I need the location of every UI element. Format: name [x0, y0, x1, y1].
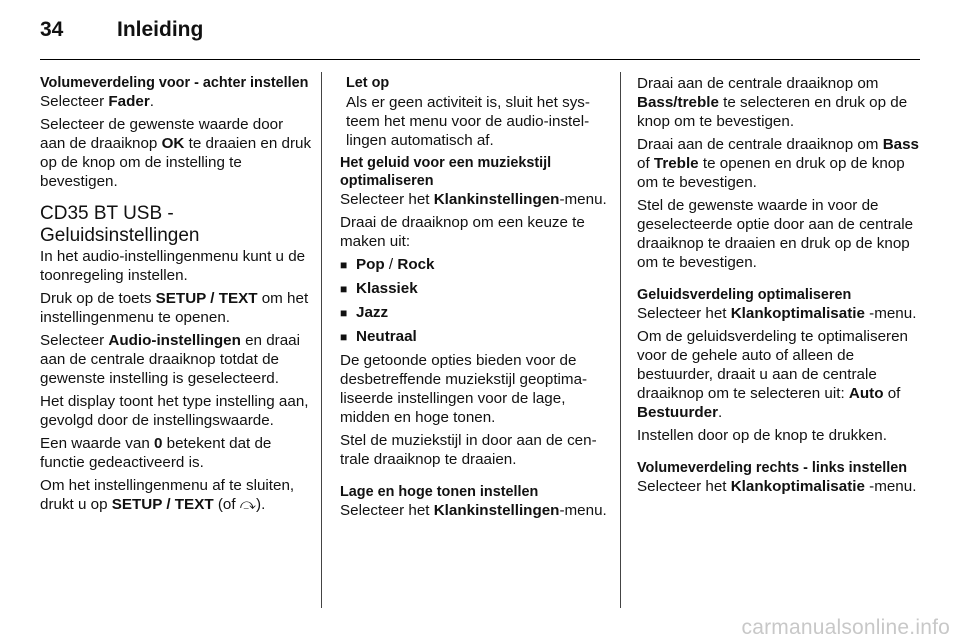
paragraph: Selecteer Fader.: [40, 93, 154, 110]
option-list: [340, 255, 608, 347]
section-heading: Het geluid voor een muziekstijl optimaliseren: [340, 155, 552, 189]
paragraph: Druk op de toets SETUP / TEXT om het instellingenmenu te openen.: [40, 290, 309, 326]
list-item: ■ Jazz: [340, 304, 389, 321]
paragraph: Instellen door op de knop te drukken.: [637, 427, 887, 444]
bullet-icon: ■: [340, 330, 348, 344]
column-divider-1: [321, 72, 322, 608]
paragraph: Stel de muziekstijl in door aan de centrale draaiknop te draaien.: [340, 432, 597, 468]
paragraph: Selecteer Audio-instellingen en draai aan de centrale draaiknop totdat de gewenste instelling is geselecteerd.: [40, 332, 300, 387]
column-3: [637, 74, 920, 500]
paragraph: Selecteer het Klankinstellingen-menu.: [340, 502, 607, 519]
paragraph: Draai aan de centrale draaiknop om Bass of Treble te openen en druk op de knop om te bevestigen.: [637, 136, 919, 191]
paragraph: Om de geluidsverdeling te optimaliseren voor de gehele auto of alleen de bestuurder, draait u aan de centrale draaiknop om te selecteren uit: Auto of Bestuurder.: [637, 328, 908, 421]
page-number: 34: [40, 18, 64, 41]
header-divider: [40, 59, 920, 60]
list-item: ■ Klassiek: [340, 280, 418, 297]
watermark: carmanualsonline.info: [741, 616, 950, 639]
major-heading: CD35 BT USB - Geluidsinstellingen: [40, 203, 200, 246]
bullet-icon: ■: [340, 306, 348, 320]
bullet-icon: ■: [340, 282, 348, 296]
section-heading: Volumeverdeling rechts - links instellen: [637, 460, 908, 476]
paragraph: Een waarde van 0 betekent dat de functie gedeactiveerd is.: [40, 435, 272, 471]
note-text: Als er geen activiteit is, sluit het systeem het menu voor de audio-instellingen automatisch af.: [346, 94, 590, 149]
list-item: ■ Neutraal: [340, 328, 417, 345]
note-title: Let op: [346, 75, 390, 91]
paragraph: Selecteer de gewenste waarde door aan de draaiknop OK te draaien en druk op de knop om de instelling te bevestigen.: [40, 116, 312, 190]
paragraph: Selecteer het Klankinstellingen-menu.: [340, 191, 607, 208]
paragraph: Selecteer het Klankoptimalisatie -menu.: [637, 478, 917, 495]
note-box: [340, 74, 608, 150]
column-1: [40, 74, 312, 518]
paragraph: Draai aan de centrale draaiknop om Bass/treble te selecteren en druk op de knop om te bevestigen.: [637, 75, 908, 130]
paragraph: Om het instellingenmenu af te sluiten, drukt u op SETUP / TEXT (of ⤼).: [40, 477, 295, 513]
bullet-icon: ■: [340, 258, 348, 272]
page-header: [40, 18, 920, 58]
section-heading: Volumeverdeling voor - achter instellen: [40, 75, 309, 91]
paragraph: Draai de draaiknop om een keuze te maken uit:: [340, 214, 585, 250]
column-divider-2: [620, 72, 621, 608]
paragraph: Stel de gewenste waarde in voor de geselecteerde optie door aan de centrale draaiknop te draaien en druk op de knop om te bevestigen.: [637, 197, 914, 271]
paragraph: Het display toont het type instelling aan, gevolgd door de instellingswaarde.: [40, 393, 309, 429]
section-heading: Lage en hoge tonen instellen: [340, 484, 539, 500]
list-item: ■ Pop / Rock: [340, 256, 435, 273]
paragraph: Selecteer het Klankoptimalisatie -menu.: [637, 305, 917, 322]
paragraph: In het audio-instellingenmenu kunt u de toonregeling instellen.: [40, 248, 306, 284]
paragraph: De getoonde opties bieden voor de desbetreffende muziekstijl geoptimaliseerde instellingen voor de lage, midden en hoge tonen.: [340, 352, 588, 426]
section-heading: Geluidsverdeling optimaliseren: [637, 287, 852, 303]
chapter-title: Inleiding: [117, 18, 204, 41]
column-2: [340, 74, 608, 524]
